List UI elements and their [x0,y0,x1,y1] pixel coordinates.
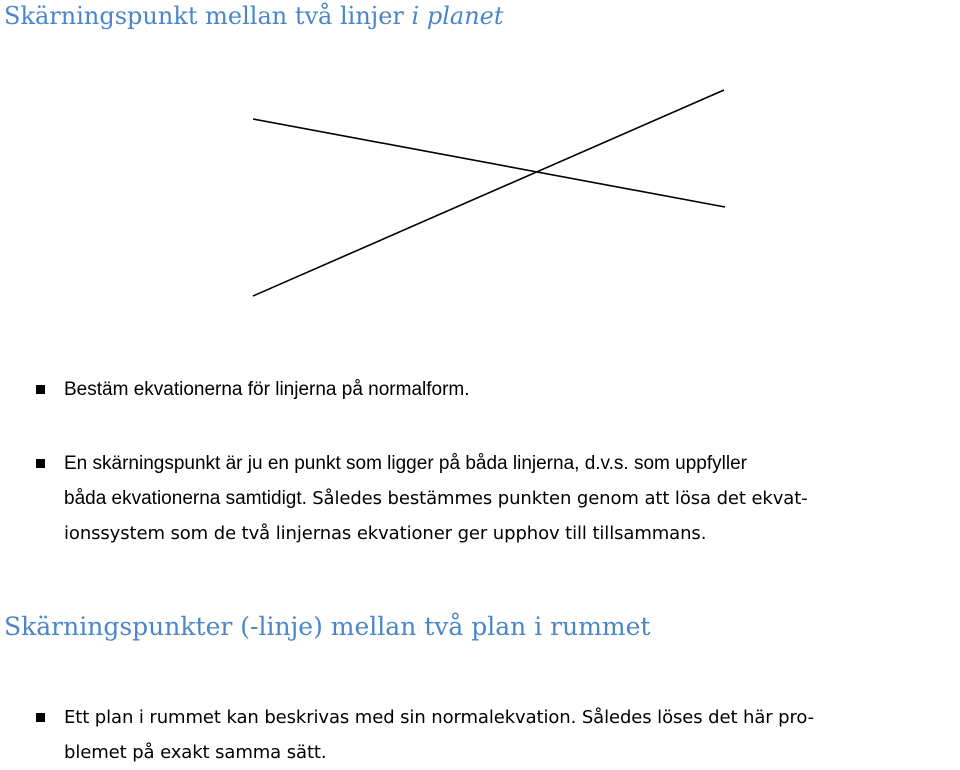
bullet-square-icon [36,459,45,468]
bullet-line: ionssystem som de två linjernas ekvationer ger upphov till tillsammans. [64,523,707,544]
bullet-line: En skärningspunkt är ju en punkt som ligger på båda linjerna, d.v.s. som uppfyller [64,453,747,474]
bullet-line: Ett plan i rummet kan beskrivas med sin normalekvation. Således löses det här pro- [64,707,815,728]
bullet-square-icon [36,713,45,722]
two-lines-figure [0,0,960,330]
bullet-line: blemet på exakt samma sätt. [64,742,327,763]
bullet-line: båda ekvationerna samtidigt. [64,488,307,509]
bullet-text-3 [64,700,942,770]
bullet-square-icon [36,385,45,394]
page-title-main: Skärningspunkt mellan två linjer [4,2,404,30]
bullet-line: Således bestämmes punkten genom att lösa det ekvat- [312,488,808,509]
bullet-line: Bestäm ekvationerna för linjerna på normalform. [64,379,470,400]
section-heading: Skärningspunkter (-linje) mellan två plan i rummet [4,612,651,641]
page-title-italic: i planet [411,2,504,30]
line-1 [253,119,725,207]
bullet-text-2 [64,446,942,551]
bullet-text-1 [64,372,942,407]
